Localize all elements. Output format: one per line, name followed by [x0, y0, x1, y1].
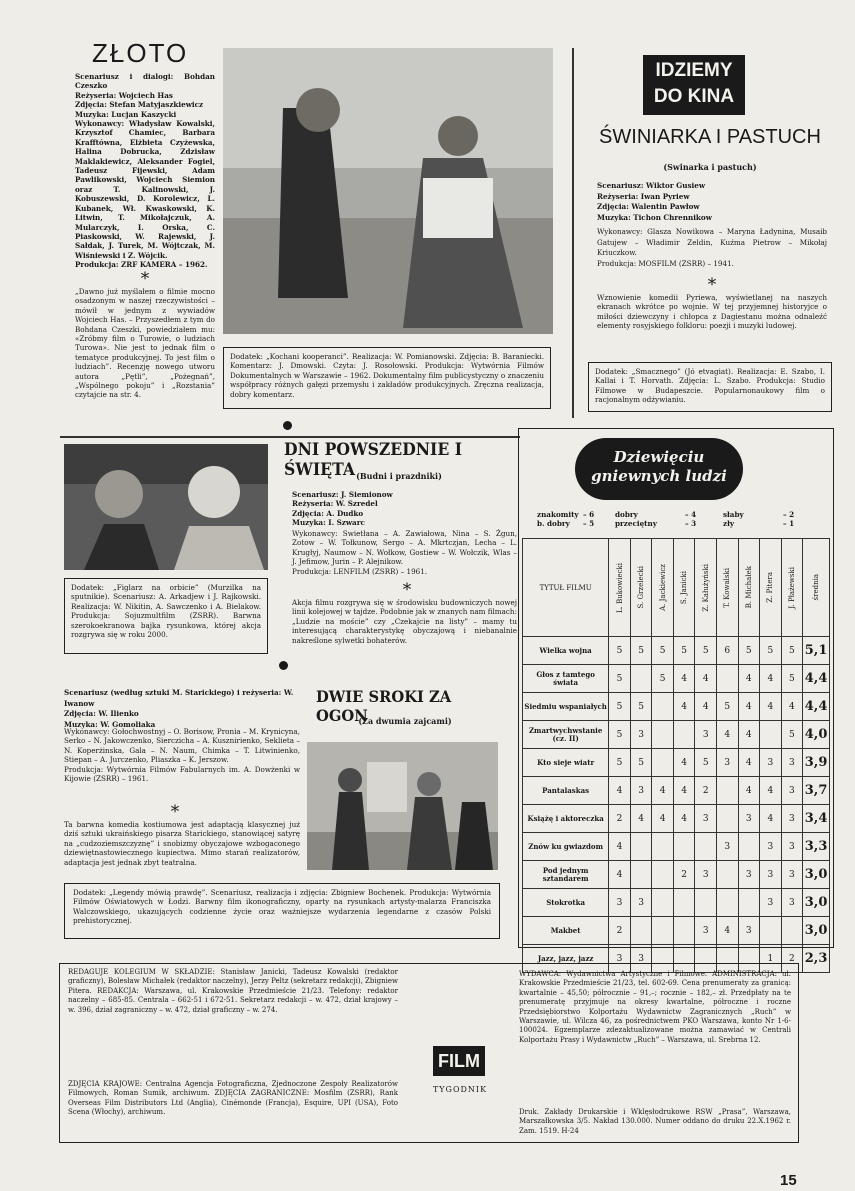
score-cell: 2	[781, 945, 803, 973]
score-cell: 4	[673, 665, 695, 693]
critic-name: T. Kowalski	[723, 567, 732, 608]
score-cell: 3	[695, 861, 717, 889]
figlarz-text: Dodatek: „Figlarz na orbicie” (Murzilka na sputnikie). Scenariusz: A. Arkadjew i J. Rajkowski. Realizacja: W. Nikitin, A. Sawczenko i A. Bielakow. Produkcja: Sojuzmultfilm (ZSRR). Barwna szerokoekranowa bajka rysunkowa, której akcja rozgrywa się w roku 2000.	[71, 583, 261, 640]
score-cell: 5	[673, 637, 695, 665]
smacznego-text: Dodatek: „Smacznego” (Jó etvagiat). Realizacja: E. Szabo, I. Kallai i T. Horvath. Zdjęcia: L. Szabo. Produkcja: Studio Filmowe w Budapeszcie. Popularnonaukowy film o racjonalnym odżywianiu.	[595, 367, 825, 405]
average-label: średnia	[812, 574, 821, 601]
idziemy-logo-line2: DO KINA	[653, 86, 735, 107]
legend-cell: – 5	[583, 519, 595, 529]
page-number: 15	[780, 1172, 797, 1189]
film-name: Zmartwychwstanie (cz. II)	[523, 721, 609, 749]
score-cell	[716, 889, 738, 917]
score-cell: 2	[673, 861, 695, 889]
average-cell: 3,0	[803, 917, 830, 945]
score-cell: 3	[630, 721, 652, 749]
sroki-body: Ta barwna komedia kostiumowa jest adaptacją klasycznej już dziś sztuki ukraińskiego pisarza Starickiego, stanowiącej satyrę na „cudzoziemszczyznę” i snobizmy obyczajowe wzbogaconego dziewiętnastowiecznego kupiectwa. Mimo starań realizatorów, adaptacja jest jednak zbyt teatralna.	[64, 820, 300, 867]
critic-name: Z. Pitera	[766, 572, 775, 603]
score-cell: 5	[630, 693, 652, 721]
footer-right-top: WYDAWCA: Wydawnictwa Artystyczne i Filmowe. ADMINISTRACJA: ul. Krakowskie Przedmieście 21/23, tel. 602-69. Cena prenumeraty za granicą: kwartalnie – 45,50; półrocznie – 91,–; rocznie – 182,– zł. Przedpłaty na te prenumeratę przyjmuje na okresy kwartalne, półroczne i roczne Przedsiębiorstwo Kolportażu Wydawnictw Zagranicznych „Ruch” w Warszawie, ul. Wilcza 46, za pośrednictwem PKO Warszawa, konto Nr 1-6-100024. Egzemplarze zdezaktualizowane można zamawiać w Centrali Kolportażu Prasy i Wydawnictw „Ruch” – Warszawa, ul. Srebrna 12.	[519, 970, 791, 1044]
score-cell: 3	[695, 721, 717, 749]
score-cell: 5	[716, 693, 738, 721]
score-cell: 5	[609, 637, 631, 665]
score-cell: 4	[738, 749, 760, 777]
table-row	[523, 889, 830, 917]
sroki-photo	[307, 742, 498, 870]
footer-right-bottom: Druk. Zakłady Drukarskie i Wklęsłodrukowe RSW „Prasa”, Warszawa, Marszałkowska 3/5. Nakład 130.000. Numer oddano do druku 22.X.1962 r. Zam. 1519. H-24	[519, 1108, 791, 1135]
score-cell	[652, 721, 674, 749]
score-cell	[695, 889, 717, 917]
score-cell: 5	[609, 721, 631, 749]
column-divider	[572, 48, 574, 418]
legend-cell: zły	[723, 519, 735, 529]
legendy-text: Dodatek: „Legendy mówią prawdę”. Scenariusz, realizacja i zdjęcia: Zbigniew Bochenek. Produkcja: Wytwórnia Filmów Oświatowych w Łodzi. Barwny film ikonograficzny, oparty na rysunkach artysty-malarza Franciszka Walczowskiego, ukazujących codzienne życie oraz ważniejsze wydarzenia legendarne z czasów Polski prehistorycznej.	[73, 888, 491, 926]
zloto-photo	[223, 48, 553, 334]
score-cell: 2	[609, 917, 631, 945]
film-name: Kto sieje wiatr	[523, 749, 609, 777]
score-cell: 5	[630, 637, 652, 665]
score-cell	[630, 917, 652, 945]
critic-header	[738, 539, 760, 637]
score-cell: 5	[781, 665, 803, 693]
score-cell: 5	[781, 637, 803, 665]
table-row	[523, 805, 830, 833]
score-cell: 5	[738, 637, 760, 665]
score-cell: 5	[695, 749, 717, 777]
film-title-header: TYTUŁ FILMU	[523, 539, 609, 637]
idziemy-logo-line1: IDZIEMY	[655, 60, 733, 81]
score-cell: 4	[738, 693, 760, 721]
legend-cell: słaby	[723, 510, 744, 519]
score-cell: 5	[695, 637, 717, 665]
film-name: Jazz, jazz, jazz	[523, 945, 609, 973]
score-cell: 4	[673, 777, 695, 805]
score-cell	[760, 917, 782, 945]
score-cell: 3	[781, 749, 803, 777]
film-name: Makbet	[523, 917, 609, 945]
score-cell	[673, 917, 695, 945]
score-cell: 4	[652, 777, 674, 805]
score-cell: 5	[760, 637, 782, 665]
film-name: Głos z tamtego świata	[523, 665, 609, 693]
film-name: Książę i aktoreczka	[523, 805, 609, 833]
score-cell: 4	[695, 665, 717, 693]
score-cell: 4	[781, 693, 803, 721]
table-row	[523, 917, 830, 945]
score-cell	[652, 861, 674, 889]
asterisk-icon: *	[140, 269, 150, 289]
score-cell	[760, 721, 782, 749]
score-cell: 4	[760, 665, 782, 693]
dni-photo	[64, 444, 268, 570]
bullet	[283, 421, 292, 430]
critic-name: J. Płażewski	[787, 566, 796, 609]
score-cell: 3	[738, 861, 760, 889]
score-cell	[738, 889, 760, 917]
score-cell: 4	[673, 805, 695, 833]
idziemy-do-kina-logo	[643, 55, 745, 115]
kochani-box	[223, 347, 551, 409]
score-cell: 3	[738, 917, 760, 945]
average-cell: 4,4	[803, 665, 830, 693]
score-cell: 3	[760, 833, 782, 861]
average-cell: 3,0	[803, 861, 830, 889]
critic-name: A. Jackiewicz	[658, 564, 667, 611]
sroki-credits: Scenariusz (według sztuki M. Starickiego) i reżyseria: W. Iwanow Zdjęcia: W. Ilienko Muzyka: W. Gomoliaka	[64, 688, 294, 729]
sroki-cast: Wykonawcy: Gołochwostnyj – O. Borisow, Pronia – M. Krynicyna, Serko – N. Jakowczenko, Sierczicha – A. Kusznirienko, Seklieta – N. Koperżinska, Gala – N. Naum, Chimka – T. Litwinienko, Stiepan – A. Jurczenko, Pliaszka – K. Jerszow. Produkcja: Wytwórnia Filmów Fabularnych im. A. Dowżenki w Kijowie (ZSRR) – 1961.	[64, 727, 300, 784]
score-cell	[630, 861, 652, 889]
score-cell	[716, 665, 738, 693]
score-cell: 5	[630, 749, 652, 777]
legend-cell: – 1	[783, 519, 795, 529]
legend-cell: – 4	[685, 510, 697, 519]
score-cell: 1	[760, 945, 782, 973]
smacznego-box	[588, 362, 832, 412]
swiniarka-cast: Wykonawcy: Glasza Nowikowa – Maryna Ładynina, Musaib Gatujew – Władimir Zeldin, Kuźma Pietrow – Mikołaj Kriuczkow. Produkcja: MOSFILM (ZSRR) – 1941.	[597, 227, 827, 268]
score-cell: 4	[609, 833, 631, 861]
dni-subtitle: (Budni i prazdniki)	[356, 471, 442, 481]
score-cell: 3	[695, 917, 717, 945]
table-row	[523, 693, 830, 721]
critic-name: S. Grzelecki	[637, 566, 646, 609]
average-cell: 4,0	[803, 721, 830, 749]
score-cell	[673, 889, 695, 917]
dni-body: Akcja filmu rozgrywa się w środowisku budowniczych nowej linii kolejowej w tajdze. Podobnie jak w znanych nam filmach: „Ludzie na moście” czy „Czekajcie na listy” – mamy tu interesującą charakterystykę obyczajową i niebanalnie nakreślone sylwetki bohaterów.	[292, 598, 517, 645]
score-cell: 3	[630, 777, 652, 805]
table-row	[523, 749, 830, 777]
score-cell	[716, 777, 738, 805]
score-cell	[781, 917, 803, 945]
critic-name: L. Bukowiecki	[615, 562, 624, 613]
score-cell	[673, 721, 695, 749]
critic-header	[673, 539, 695, 637]
score-cell: 5	[781, 721, 803, 749]
average-cell: 3,4	[803, 805, 830, 833]
average-cell: 4,4	[803, 693, 830, 721]
score-cell: 3	[695, 805, 717, 833]
score-cell: 3	[716, 833, 738, 861]
legend-cell: znakomity	[537, 510, 579, 519]
film-name: Znów ku gwiazdom	[523, 833, 609, 861]
score-cell: 4	[609, 861, 631, 889]
legend-cell: – 6	[583, 510, 595, 519]
score-cell: 4	[716, 721, 738, 749]
score-cell: 3	[781, 861, 803, 889]
score-cell	[652, 693, 674, 721]
table-row	[523, 861, 830, 889]
critic-header	[630, 539, 652, 637]
score-cell: 3	[760, 861, 782, 889]
average-cell: 2,3	[803, 945, 830, 973]
table-row	[523, 721, 830, 749]
score-cell: 4	[738, 665, 760, 693]
footer-left-bottom: ZDJĘCIA KRAJOWE: Centralna Agencja Fotograficzna, Zjednoczone Zespoły Realizatorów Filmowych, Roman Sumik, archiwum. ZDJĘCIA ZAGRANICZNE: Mosfilm (ZSRR), Rank Overseas Film Distributors Ltd (Anglia), Cinémonde (Francja), Esquire, UPI (USA), Foto Scena (Włochy), archiwum.	[68, 1080, 398, 1117]
score-cell: 4	[695, 693, 717, 721]
swiniarka-subtitle: (Swinarka i pastuch)	[663, 162, 757, 172]
score-cell	[652, 889, 674, 917]
score-cell: 4	[673, 749, 695, 777]
asterisk-icon: *	[170, 802, 180, 822]
zloto-body: „Dawno już myślałem o filmie mocno osadzonym w naszej rzeczywistości – mówił w jednym z wywiadów Wojciech Has. – Przyszedłem z tym do Bohdana Czeszki, powiedziałem mu: «Zróbmy film o Turowie, o ludziach Turowa». Nie jest to jednak film o tematyce produkcyjnej. To jest film o ludziach”. Recenzję nowego utworu autora „Pętli”, „Pożegnań”, „Wspólnego pokoju” i „Rozstania” czytajcie na str. 4.	[75, 287, 215, 400]
score-cell: 4	[716, 917, 738, 945]
figlarz-box	[64, 578, 268, 654]
critic-header	[652, 539, 674, 637]
score-cell: 3	[781, 777, 803, 805]
average-cell: 5,1	[803, 637, 830, 665]
score-cell	[695, 833, 717, 861]
score-cell: 3	[781, 805, 803, 833]
score-cell: 5	[609, 749, 631, 777]
score-cell: 5	[609, 665, 631, 693]
tygodnik-label: TYGODNIK	[432, 1085, 488, 1094]
zloto-credits: Scenariusz i dialogi: Bohdan Czeszko Reżyseria: Wojciech Has Zdjęcia: Stefan Matyjaszkiewicz Muzyka: Lucjan Kaszycki Wykonawcy: Władysław Kowalski, Krzysztof Chamiec, Barbara Krafftówna, Elżbieta Czyżewska, Halina Dobrucka, Zdzisław Maklakiewicz, Aleksander Fogiel, Tadeusz Fijewski, Adam Pawlikowski, Wojciech Siemion oraz T. Kalinowski, J. Kobuszewski, D. Korolewicz, L. Kubanek, Wł. Kwaskowski, K. Litwin, T. Mikołajczuk, A. Mularczyk, I. Orska, C. Piaskowski, W. Rajewski, J. Sałdak, J. Turek, M. Wójtczak, M. Wiśniewski i Z. Wójcik. Produkcja: ZRF KAMERA – 1962.	[75, 72, 215, 270]
score-cell: 5	[652, 665, 674, 693]
footer-left-top: REDAGUJE KOLEGIUM W SKŁADZIE: Stanisław Janicki, Tadeusz Kowalski (redaktor graficzny), Bolesław Michałek (redaktor naczelny), Jerzy Peltz (sekretarz redakcji), Zbigniew Pitera. REDAKCJA: Warszawa, ul. Krakowskie Przedmieście 21/23. Telefony: redaktor naczelny – 685-85. Centrala – 662-51 i 672-51. Sekretarz redakcji – w. 472, dział krajowy – w. 396, dział zagraniczny – w. 472, dział graficzny – w. 274.	[68, 968, 398, 1014]
score-cell: 4	[630, 805, 652, 833]
sroki-title: DWIE SROKI ZA OGON	[316, 687, 452, 725]
critic-name: S. Janicki	[680, 570, 689, 605]
critic-name: Z. Kałużyński	[701, 563, 710, 612]
score-cell: 4	[760, 805, 782, 833]
average-cell: 3,3	[803, 833, 830, 861]
score-cell	[716, 861, 738, 889]
score-cell: 3	[609, 889, 631, 917]
average-cell: 3,0	[803, 889, 830, 917]
score-cell: 6	[716, 637, 738, 665]
legendy-box	[64, 883, 500, 939]
score-cell: 2	[609, 805, 631, 833]
ratings-table	[522, 538, 830, 973]
score-cell: 4	[652, 805, 674, 833]
score-cell: 5	[609, 693, 631, 721]
section-divider	[60, 436, 520, 438]
dziewieciu-line2: gniewnych ludzi	[591, 467, 727, 485]
average-header	[803, 539, 830, 637]
film-name: Stokrotka	[523, 889, 609, 917]
score-cell	[630, 665, 652, 693]
critic-name: B. Michałek	[744, 566, 753, 609]
swiniarka-credits: Scenariusz: Wiktor Gusiew Reżyseria: Iwan Pyriew Zdjęcia: Walentin Pawłow Muzyka: Tichon Chrennikow	[597, 181, 712, 222]
table-row	[523, 833, 830, 861]
dni-credits: Scenariusz: J. Siemionow Reżyseria: W. Szredel Zdjęcia: A. Dudko Muzyka: I. Szwarc	[292, 490, 393, 528]
film-name: Siedmiu wspaniałych	[523, 693, 609, 721]
score-cell	[652, 749, 674, 777]
score-cell: 4	[760, 693, 782, 721]
score-cell: 3	[630, 889, 652, 917]
score-cell: 4	[609, 777, 631, 805]
critic-header	[609, 539, 631, 637]
score-cell: 3	[738, 805, 760, 833]
zloto-title: ZŁOTO	[92, 38, 189, 68]
legend-cell: przeciętny	[615, 519, 657, 529]
score-cell	[673, 833, 695, 861]
score-cell: 4	[673, 693, 695, 721]
legend-cell: dobry	[615, 510, 638, 519]
film-logo: FILM	[433, 1046, 485, 1076]
critic-header	[760, 539, 782, 637]
critic-header	[695, 539, 717, 637]
score-cell	[630, 833, 652, 861]
score-cell	[652, 917, 674, 945]
legend-row	[537, 519, 823, 528]
critic-header	[716, 539, 738, 637]
legend-cell: – 3	[685, 519, 697, 529]
score-cell: 3	[630, 945, 652, 973]
dni-cast: Wykonawcy: Swietłana – A. Zawiałowa, Nina – S. Żgun, Zotow – W. Tołkunow, Sergo – A. Mkrtczjan, Lecha – L. Krugłyj, Naumow – N. Wołkow, Gostiew – W. Wołczik, Wlas – J. Jefimow, Jurin – P. Alejnikow. Produkcja: LENFILM (ZSRR) – 1961.	[292, 529, 517, 576]
swiniarka-title: ŚWINIARKA I PASTUCH	[599, 126, 821, 148]
score-cell: 4	[760, 777, 782, 805]
average-cell: 3,7	[803, 777, 830, 805]
legend-cell: – 2	[783, 510, 795, 519]
score-cell: 5	[652, 637, 674, 665]
swiniarka-body: Wznowienie komedii Pyriewa, wyświetlanej na naszych ekranach wkrótce po wojnie. W tej przyjemnej historyjce o miłości dziewczyny i chłopca z Dagiestanu można odnaleźć elementy rosyjskiego folkloru: poezji i muzyki ludowej.	[597, 293, 827, 331]
score-cell	[716, 805, 738, 833]
bullet	[279, 661, 288, 670]
score-cell: 3	[760, 749, 782, 777]
dziewieciu-line1: Dziewięciu	[613, 448, 705, 466]
average-cell: 3,9	[803, 749, 830, 777]
dziewieciu-logo	[575, 438, 743, 500]
asterisk-icon: *	[707, 275, 717, 295]
film-name: Pantalaskas	[523, 777, 609, 805]
kochani-text: Dodatek: „Kochani kooperanci”. Realizacja: W. Pomianowski. Zdjęcia: B. Baraniecki. Komentarz: J. Dmowski. Czyta: J. Rosołowski. Produkcja: Wytwórnia Filmów Dokumentalnych w Warszawie – 1962. Dokumentalny film publicystyczny o znaczeniu współpracy różnych gałęzi przemysłu i zakładów produkcyjnych. Zręczna realizacja, dobry komentarz.	[230, 352, 544, 399]
score-cell: 3	[781, 889, 803, 917]
legend-row	[537, 510, 823, 519]
table-row	[523, 637, 830, 665]
film-name: Wielka wojna	[523, 637, 609, 665]
legend-cell: b. dobry	[537, 519, 570, 529]
sroki-subtitle: (Za dwumia zajcami)	[358, 716, 452, 726]
score-cell: 3	[760, 889, 782, 917]
score-cell	[652, 833, 674, 861]
asterisk-icon: *	[402, 580, 412, 600]
ratings-legend	[537, 510, 823, 529]
table-row	[523, 777, 830, 805]
critic-header	[781, 539, 803, 637]
dni-title: DNI POWSZEDNIE I ŚWIĘTA	[284, 440, 463, 480]
score-cell: 4	[738, 721, 760, 749]
score-cell: 3	[716, 749, 738, 777]
score-cell	[738, 833, 760, 861]
score-cell: 3	[609, 945, 631, 973]
score-cell: 3	[781, 833, 803, 861]
table-row	[523, 665, 830, 693]
score-cell: 2	[695, 777, 717, 805]
score-cell: 4	[738, 777, 760, 805]
film-name: Pod jednym sztandarem	[523, 861, 609, 889]
